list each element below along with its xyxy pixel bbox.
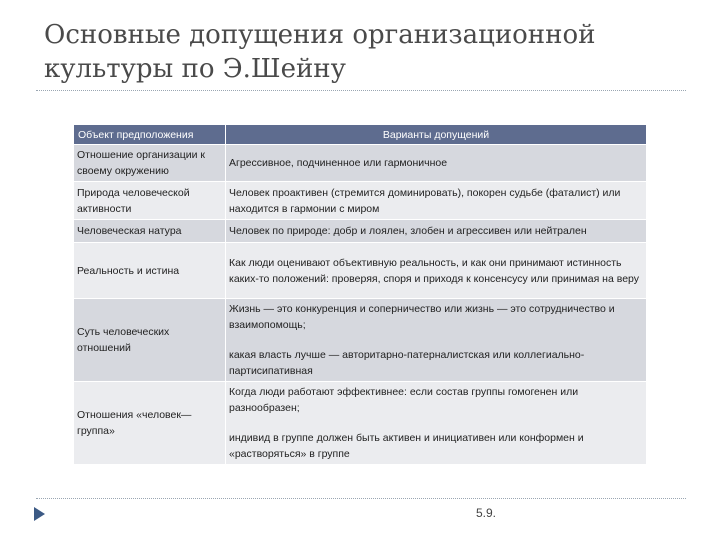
table-row <box>74 382 647 465</box>
header-object: Объект предположения <box>74 125 226 145</box>
page-number: 5.9. <box>476 506 497 520</box>
variant-text: Как люди оценивают объективную реальность, и как они принимают истинность каких-то положений: проверяя, споря и приходя к консенсусу или принимая на веру <box>229 256 640 285</box>
paragraph-gap <box>229 416 643 430</box>
variant-text: какая власть лучше — авторитарно-патерналистская или коллегиально-партисипативная <box>229 349 585 377</box>
row-object: Суть человеческих отношений <box>74 299 226 382</box>
row-variants <box>226 220 647 243</box>
row-variants <box>226 182 647 220</box>
table-row <box>74 299 647 382</box>
table-row <box>74 145 647 182</box>
variant-text: Человек проактивен (стремится доминировать), покорен судьбе (фаталист) или находится в гармонии с миром <box>229 186 621 215</box>
title-divider <box>36 90 686 91</box>
row-variants <box>226 382 647 465</box>
paragraph-gap <box>229 333 643 347</box>
table-row <box>74 243 647 299</box>
slide-title: Основные допущения организационной культуры по Э.Шейну <box>44 20 596 84</box>
footer-divider <box>36 498 686 499</box>
variant-text: Агрессивное, подчиненное или гармоничное <box>229 157 448 169</box>
variant-text: Человек по природе: добр и лоялен, злобен и агрессивен или нейтрален <box>229 225 587 237</box>
variant-text: Когда люди работают эффективнее: если состав группы гомогенен или разнообразен; <box>229 386 579 414</box>
row-object: Реальность и истина <box>74 243 226 299</box>
row-object: Отношение организации к своему окружению <box>74 145 226 182</box>
table-header-row <box>74 125 647 145</box>
row-variants <box>226 145 647 182</box>
variant-text: Жизнь — это конкуренция и соперничество или жизнь — это сотрудничество и взаимопомощь; <box>229 303 615 331</box>
row-object: Человеческая натура <box>74 220 226 243</box>
header-variants: Варианты допущений <box>226 125 647 145</box>
variant-text: индивид в группе должен быть активен и инициативен или конформен и «растворяться» в группе <box>229 432 584 460</box>
table-row <box>74 182 647 220</box>
row-object: Отношения «человек—группа» <box>74 382 226 465</box>
row-object: Природа человеческой активности <box>74 182 226 220</box>
table-row <box>74 220 647 243</box>
row-variants <box>226 299 647 382</box>
row-variants <box>226 243 647 299</box>
bullet-arrow-icon <box>34 507 45 521</box>
assumptions-table <box>73 124 647 465</box>
